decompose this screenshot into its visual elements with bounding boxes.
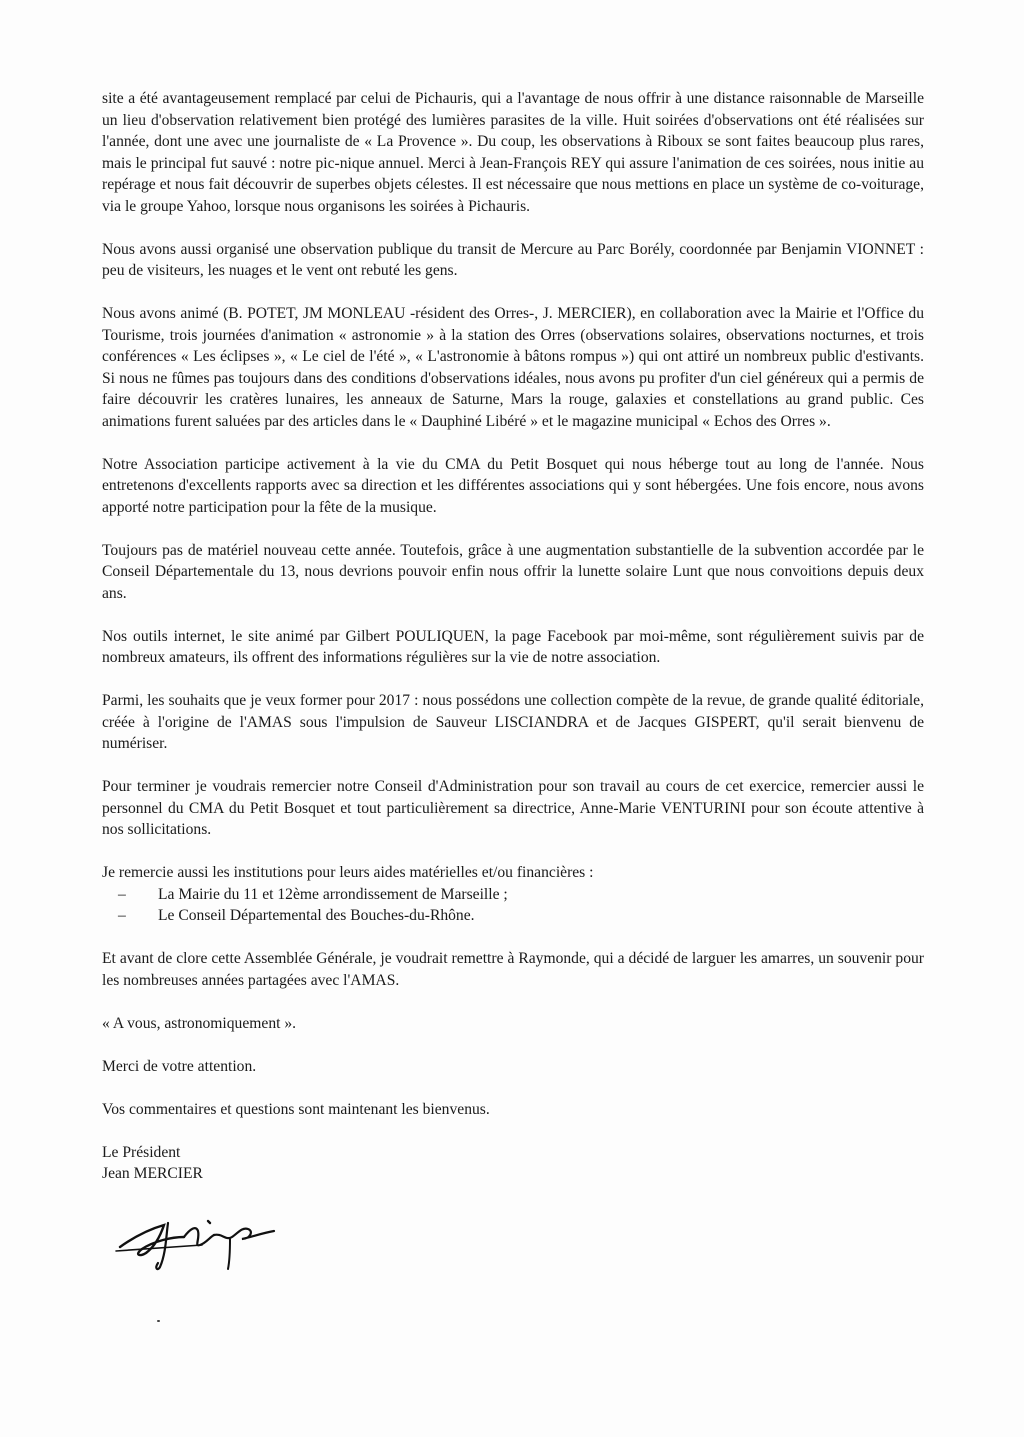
- institutions-list: [102, 884, 924, 927]
- paragraph-thanks-institutions: Je remercie aussi les institutions pour leurs aides matérielles et/ou financières :: [102, 864, 594, 881]
- paragraph-mercury-transit: Nous avons aussi organisé une observation publique du transit de Mercure au Parc Borély, coordonnée par Benjamin VIONNET : peu de visiteurs, les nuages et le vent ont rebuté les gens.: [102, 240, 924, 279]
- paragraph-internet-tools: Nos outils internet, le site animé par Gilbert POULIQUEN, la page Facebook par moi-même, sont régulièrement suivis par de nombreux amateurs, ils offrent des informations régulières sur la vie de notre association.: [102, 627, 924, 666]
- paragraph-cma-petit-bosquet: Notre Association participe activement à la vie du CMA du Petit Bosquet qui nous héberge tout au long de l'année. Nous entretenons d'excellents rapports avec sa direction et les différentes associations qui y sont hébergées. Une fois encore, nous avons apporté notre participation pour la fête de la musique.: [102, 455, 924, 516]
- paragraph-thanks-board: Pour terminer je voudrais remercier notre Conseil d'Administration pour son travail au cours de cet exercice, remercier aussi le personnel du CMA du Petit Bosquet et tout particulièrement sa directrice, Anne-Marie VENTURINI pour son écoute attentive à nos sollicitations.: [102, 778, 924, 838]
- paragraph-orres-animation: Nous avons animé (B. POTET, JM MONLEAU -résident des Orres-, J. MERCIER), en collaboration avec la Mairie et l'Office du Tourisme, trois journées d'animation « astronomie » à la station des Orres (observations solaires, observations nocturnes, et trois conférences « Les éclipses », « Le ciel de l'été », « L'astronomie à bâtons rompus ») qui ont attiré un nombreux public d'estivants. Si nous ne fûmes pas toujours dans des conditions d'observations idéales, nous avons pu profiter d'un ciel généreux qui a permis de faire découvrir les cratères lunaires, les anneaux de Saturne, Mars la rouge, galaxies et constellations au grand public. Ces animations furent saluées par des articles dans le « Dauphiné Libéré » et le magazine municipal « Echos des Orres ».: [102, 305, 924, 430]
- paragraph-equipment: Toujours pas de matériel nouveau cette année. Toutefois, grâce à une augmentation substantielle de la subvention accordée par le Conseil Départementale du 13, nous devrions pouvoir enfin nous offrir la lunette solaire Lunt que nous convoitions depuis deux ans.: [102, 541, 924, 602]
- list-item: – La Mairie du 11 et 12ème arrondissement de Marseille ;: [102, 884, 924, 906]
- scan-speck: [157, 1320, 160, 1322]
- paragraph-thank-you: Merci de votre attention.: [102, 1057, 257, 1075]
- signatory-role: Le Président: [102, 1143, 181, 1161]
- paragraph-raymonde: Et avant de clore cette Assemblée Générale, je voudrait remettre à Raymonde, qui a décidé de larguer les amarres, un souvenir pour les nombreuses années partagées avec l'AMAS.: [102, 950, 924, 989]
- paragraph-pichauris: site a été avantageusement remplacé par celui de Pichauris, qui a l'avantage de nous offrir à une distance raisonnable de Marseille un lieu d'observation relativement bien protégé des lumières parasites de la ville. Huit soirées d'observations ont été réalisées sur l'année, dont une avec une journaliste de « La Provence ». Du coup, les observations à Riboux se sont faites beaucoup plus rares, mais le principal fut sauvé : notre pic-nique annuel. Merci à Jean-François REY qui assure l'animation de ces soirées, nous initie au repérage et nous fait découvrir de superbes objets célestes. Il est nécessaire que nous mettions en place un système de co-voiturage, via le groupe Yahoo, lorsque nous organisons les soirées à Pichauris.: [102, 90, 924, 215]
- handwritten-signature: [112, 1207, 282, 1277]
- signatory-name: Jean MERCIER: [102, 1165, 203, 1182]
- paragraph-questions: Vos commentaires et questions sont maintenant les bienvenus.: [102, 1100, 490, 1118]
- paragraph-closing-quote: « A vous, astronomiquement ».: [102, 1014, 297, 1032]
- letter-body: [102, 88, 924, 1283]
- list-item: – Le Conseil Départemental des Bouches-du-Rhône.: [102, 905, 924, 927]
- signature-block: [102, 1142, 924, 1284]
- paragraph-wishes-2017: Parmi, les souhaits que je veux former pour 2017 : nous possédons une collection compète de la revue, de grande qualité éditoriale, créée à l'origine de l'AMAS sous l'impulsion de Sauveur LISCIANDRA et de Jacques GISPERT, qu'il serait bienvenu de numériser.: [102, 692, 924, 752]
